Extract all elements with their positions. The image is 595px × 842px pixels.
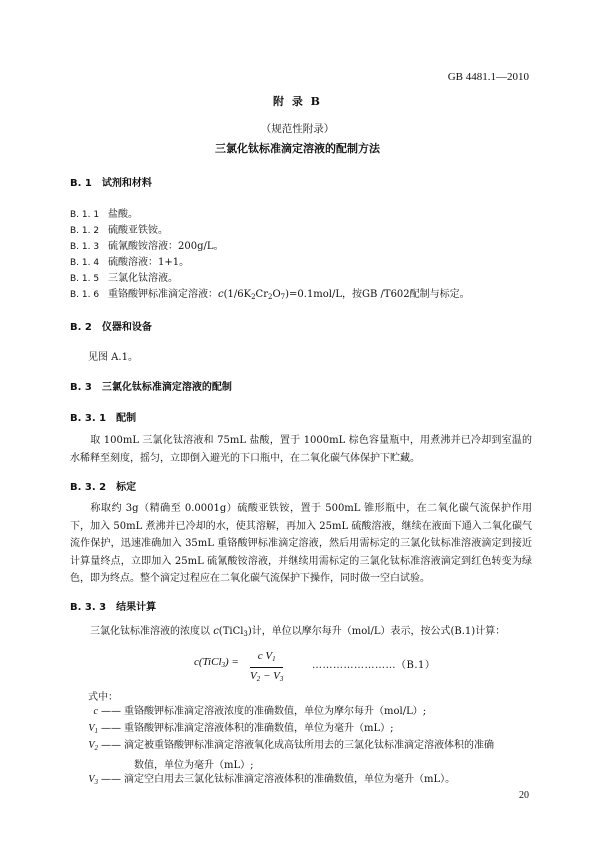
page-number: 20 [519, 790, 529, 801]
list-item: B. 1. 6 重铬酸钾标准滴定溶液：$c(1/6K_2Cr_2O_7)=0.1mol/L$，按GB /T602配制与标定。 [70, 289, 470, 301]
appendix-title: 三氯化钛标准滴定溶液的配制方法 [215, 142, 380, 155]
section-b33-intro: 三氯化钛标准溶液的浓度以 c(TiCl$_3$)计，单位以摩尔每升（mol/L）表示，按公式(B.1)计算： [90, 626, 506, 638]
definition-item: c —— 重铬酸钾标准滴定溶液浓度的准确数值，单位为摩尔每升（mol/L）; [93, 706, 427, 717]
standard-number: GB 4481.1—2010 [447, 71, 529, 83]
section-b31-heading: B. 3. 1 配制 [70, 413, 137, 424]
section-b31-paragraph: 取 100mL 三氯化钛溶液和 75mL 盐酸，置于 1000mL 棕色容量瓶中，用煮沸并已冷却到室温的水稀释至刻度，摇匀，立即倒入避光的下口瓶中，在二氧化碳气体保护下贮藏。 [70, 435, 532, 464]
section-b1-heading: B. 1 试剂和材料 [70, 178, 152, 189]
definition-item: $V_2$ —— 滴定被重铬酸钾标准滴定溶液氧化成高钛所用去的三氯化钛标准滴定溶液体积的准确 数值，单位为毫升（mL）; [88, 740, 494, 771]
appendix-normative: （规范性附录） [260, 123, 335, 135]
formula-fraction [250, 648, 283, 687]
section-b33-heading: B. 3. 3 结果计算 [70, 602, 157, 613]
appendix-label: 附 录 B [273, 95, 322, 108]
list-item: B. 1. 5 三氯化钛溶液。 [70, 273, 178, 284]
formula-denominator: $V_2 - V_3$ [250, 670, 284, 683]
list-item: B. 1. 4 硫酸溶液：1+1。 [70, 257, 190, 268]
section-b3-heading: B. 3 三氯化钛标准滴定溶液的配制 [70, 382, 232, 393]
formula-lhs: c(TiCl$_3$) = [194, 656, 239, 669]
list-item: B. 1. 2 硫酸亚铁铵。 [70, 225, 168, 236]
definition-item: $V_1$ —— 重铬酸钾标准滴定溶液体积的准确数值，单位为毫升（mL）; [88, 723, 394, 735]
formula-numerator: c $V_1$ [250, 648, 283, 668]
formula-reference: ……………………（B.1） [312, 660, 436, 671]
list-item: B. 1. 1 盐酸。 [70, 209, 138, 220]
section-b32-heading: B. 3. 2 标定 [70, 482, 137, 493]
formula-b1 [0, 648, 595, 688]
section-b2-text: 见图 A.1。 [88, 352, 138, 363]
section-b32-paragraph: 称取约 3g（精确至 0.0001g）硫酸亚铁铵，置于 500mL 锥形瓶中，在二氧化碳气流保护作用下，加入 50mL 煮沸并已冷却的水，使其溶解，再加入 25mL 硫酸溶液，继续在液面下通入二氧化碳气流作保护，迅速准确加入 35mL 重铬酸钾标准滴定溶液，然后用需标定的三氯化钛标准溶液滴定到接近计算量终点，立即加入 25mL 硫氰酸铵溶液，并继续用需标定的三氯化钛标准溶液滴定到红色转变为绿色，即为终点。整个滴定过程应在二氧化碳气流保护下操作，同时做一空白试验。 [70, 503, 532, 584]
definition-item: $V_3$ —— 滴定空白用去三氯化钛标准滴定溶液体积的准确数值，单位为毫升（mL）。 [88, 774, 456, 786]
list-item: B. 1. 3 硫氰酸铵溶液：200g/L。 [70, 241, 224, 252]
where-label: 式中： [88, 692, 118, 703]
section-b2-heading: B. 2 仪器和设备 [70, 322, 152, 333]
